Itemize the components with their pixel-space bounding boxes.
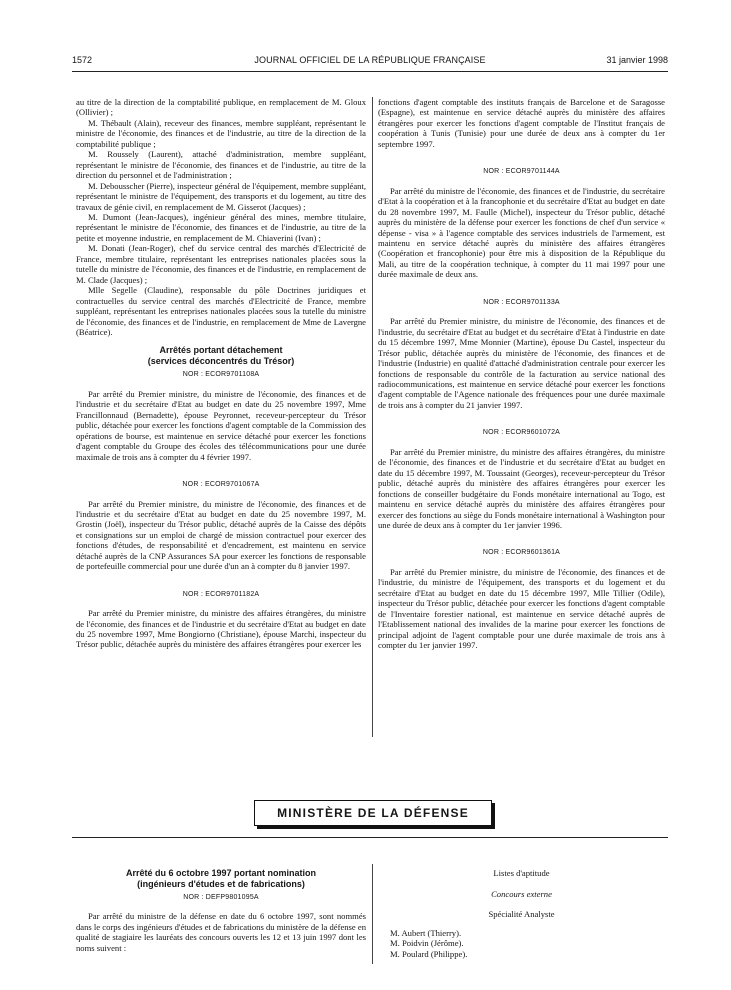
- member-entry: M. Dumont (Jean-Jacques), ingénieur général des mines, membre titulaire, représentant le ministre de l'économie, des finances et de l'industrie, au titre de la petite et moyenne industrie, en remplacement de M. Chiaverini (Ivan) ;: [76, 211, 366, 243]
- list-subheading: Concours externe: [491, 888, 552, 899]
- specialty-label: Spécialité Analyste: [488, 909, 555, 919]
- issue-date: 31 janvier 1998: [606, 55, 668, 65]
- section-heading-line: (services déconcentrés du Trésor): [147, 355, 295, 366]
- decree-paragraph: Par arrêté du Premier ministre, du ministre de l'économie, des finances et de l'industrie, du secrétaire d'Etat au budget et du secrétaire d'Etat à l'industrie en date du 15 décembre 1997, Mme Monnier (Martine), épouse Du Castel, inspecteur du Trésor public, détachée auprès du ministère de l'économie, des finances et de l'industrie (Industrie) en qualité d'attaché d'administration centrale pour exercer les fonctions de responsable du contrôle de la facturation au service national des radiocommunications, est maintenue en service détaché pour exercer les fonctions d'agent comptable de l'Agence nationale des fréquences pour une durée maximale de trois ans à compter du 21 janvier 1997.: [378, 316, 665, 410]
- member-entry: M. Debousscher (Pierre), inspecteur général de l'équipement, membre suppléant, représentant le ministre de l'équipement, des transports et du logement, au titre des travaux de génie civil, en remplacement de M. Gisserot (Jacques) ;: [76, 180, 366, 212]
- nor-reference: NOR : ECOR9701108A: [182, 371, 260, 379]
- decree-paragraph: Par arrêté du Premier ministre, du ministre de l'économie, des finances et de l'industrie et du secrétaire d'Etat au budget en date du 25 novembre 1997, M. Grostin (Joël), inspecteur du Trésor public, détaché auprès de la Caisse des dépôts et consignations sur un emploi de chargé de mission contractuel pour exercer des fonctions d'études, de responsabilité et d'encadrement, est maintenu en service détaché auprès de la CNP Assurances SA pour exercer les fonctions de responsable de portefeuille commercial pour une durée d'un an à compter du 8 janvier 1997.: [76, 498, 366, 572]
- decree-title-line: (ingénieurs d'études et de fabrications): [137, 878, 305, 889]
- member-entry: Mlle Segelle (Claudine), responsable du pôle Doctrines juridiques et contractuelles du service central des marchés d'Electricité de France, membre suppléant, représentant les entreprises nationales placées sous la tutelle du ministre de l'économie, des finances et de l'industrie, en remplacement de Mme de Lavergne (Béatrice).: [76, 285, 366, 337]
- nor-reference: NOR : ECOR9701144A: [483, 168, 560, 176]
- right-column: [378, 97, 665, 650]
- paragraph: fonctions d'agent comptable des instituts français de Barcelone et de Saragosse (Espagne), est maintenue en service détaché auprès du ministère des affaires étrangères pour exercer les fonctions d'agent comptable de l'Institut français de coopération à Tunis (Tunisie) pour une durée de deux ans à compter du 1er septembre 1997.: [378, 97, 665, 149]
- nor-reference: NOR : DEFP9801095A: [183, 894, 259, 901]
- left-column: [76, 97, 366, 650]
- header-rule: [72, 71, 668, 72]
- list-item: M. Aubert (Thierry).: [390, 927, 462, 938]
- nor-reference: NOR : ECOR9601361A: [482, 549, 561, 557]
- list-item: M. Poulard (Philippe).: [390, 948, 468, 959]
- decree-paragraph: Par arrêté du Premier ministre, du ministre de l'économie, des finances et de l'industrie et du secrétaire d'Etat au budget en date du 25 novembre 1997, Mme Francillonnaud (Bernadette), épouse Peyronnet, receveur-percepteur du Trésor public, détachée pour exercer les fonctions d'agent comptable de la Commission des opérations de bourse, est maintenue en service détaché pour exercer les fonctions d'agent comptable du Groupe des écoles des télécommunications pour une durée maximale de trois ans à compter du 4 février 1997.: [76, 388, 366, 462]
- nor-reference: NOR : ECOR9701067A: [182, 481, 260, 489]
- list-item: M. Poidvin (Jérôme).: [390, 938, 464, 948]
- page-number: 1572: [72, 55, 93, 65]
- ministry-title: MINISTÈRE DE LA DÉFENSE: [277, 806, 469, 820]
- ministry-title-box: [254, 800, 492, 826]
- page-header: [72, 55, 668, 69]
- column-divider: [372, 97, 373, 737]
- section-rule: [72, 837, 668, 838]
- names-list: [390, 928, 665, 960]
- journal-title: JOURNAL OFFICIEL DE LA RÉPUBLIQUE FRANÇAISE: [254, 55, 486, 65]
- list-heading: Listes d'aptitude: [493, 868, 550, 878]
- nor-reference: NOR : ECOR9601072A: [482, 429, 561, 437]
- nor-reference: NOR : ECOR9701182A: [182, 590, 260, 598]
- decree-paragraph: Par arrêté du ministre de l'économie, des finances et de l'industrie, du secrétaire d'Etat à la coopération et à la francophonie et du secrétaire d'Etat au budget en date du 28 novembre 1997, M. Faulle (Michel), inspecteur du Trésor public, détaché auprès du ministère de la défense pour exercer les fonctions de chef d'un service « dépense - visa » à l'agence comptable des services industriels de l'armement, est maintenu en service détaché auprès du ministère des affaires étrangères (Coopération et francophonie) pour être mis à disposition de la République du Mali, au titre de la coopération technique, à compter du 11 mai 1997 pour une durée maximale de deux ans.: [378, 185, 665, 280]
- bottom-left-column: [76, 868, 366, 953]
- bottom-right-column: [378, 868, 665, 959]
- decree-paragraph: Par arrêté du Premier ministre, du ministre de l'économie, des finances et de l'industrie, du ministre de l'équipement, des transports et du logement et du secrétaire d'Etat au budget en date du 15 décembre 1997, Mlle Tillier (Odile), inspecteur du Trésor public, détachée pour exercer les fonctions d'agent comptable de l'Inventaire forestier national, est maintenue en service détaché auprès de l'Etablissement national des invalides de la marine pour exercer les fonctions de principal adjoint de l'agent comptable pour une durée maximale de trois ans à compter du 1er janvier 1997.: [378, 566, 665, 651]
- nor-reference: NOR : ECOR9701133A: [483, 298, 560, 306]
- member-entry: M. Roussely (Laurent), attaché d'administration, membre suppléant, représentant le ministre de l'économie, des finances et de l'industrie, au titre de la direction du personnel et de l'administration ;: [76, 149, 366, 181]
- decree-title-line: Arrêté du 6 octobre 1997 portant nomination: [125, 868, 317, 878]
- decree-paragraph: Par arrêté du ministre de la défense en date du 6 octobre 1997, sont nommés dans le corps des ingénieurs d'études et de fabrications du ministère de la défense en qualité de stagiaire les lauréats des concours ouverts les 12 et 13 juin 1997 dont les noms suivent :: [76, 911, 366, 953]
- section-heading: [76, 345, 366, 366]
- section-heading-line: Arrêtés portant détachement: [159, 345, 283, 356]
- column-divider: [372, 864, 373, 964]
- decree-paragraph: Par arrêté du Premier ministre, du ministre des affaires étrangères, du ministre de l'économie, des finances et de l'industrie et du secrétaire d'Etat au budget en date du 25 novembre 1997, Mme Bongiorno (Christiane), épouse Marchi, inspecteur du Trésor public, détachée auprès du ministère des affaires étrangères pour exercer les: [76, 608, 366, 650]
- member-entry: M. Donati (Jean-Roger), chef du service central des marchés d'Electricité de France, membre titulaire, représentant les entreprises nationales placées sous la tutelle du ministre de l'économie, des finances et de l'industrie, en remplacement de M. Clade (Jacques) ;: [76, 243, 366, 285]
- member-entry: M. Thébault (Alain), receveur des finances, membre suppléant, représentant le ministre de l'économie, des finances et de l'industrie, au titre de la direction de la comptabilité publique ;: [76, 117, 366, 149]
- decree-title: [76, 868, 366, 889]
- paragraph: au titre de la direction de la comptabilité publique, en remplacement de M. Gloux (Ollivier) ;: [76, 97, 366, 118]
- decree-paragraph: Par arrêté du Premier ministre, du ministre des affaires étrangères, du ministre de l'économie, des finances et de l'industrie et du secrétaire d'Etat au budget en date du 15 décembre 1997, M. Toussaint (Georges), receveur-percepteur du Trésor public, détaché auprès du ministère des affaires étrangères pour exercer les fonctions de conseiller budgétaire du Fonds monétaire international au Togo, est maintenu en service détaché auprès du ministère des affaires étrangères pour exercer des fonctions au siège du Fonds monétaire international à Washington pour une durée de deux ans à compter du 1er janvier 1996.: [378, 446, 665, 530]
